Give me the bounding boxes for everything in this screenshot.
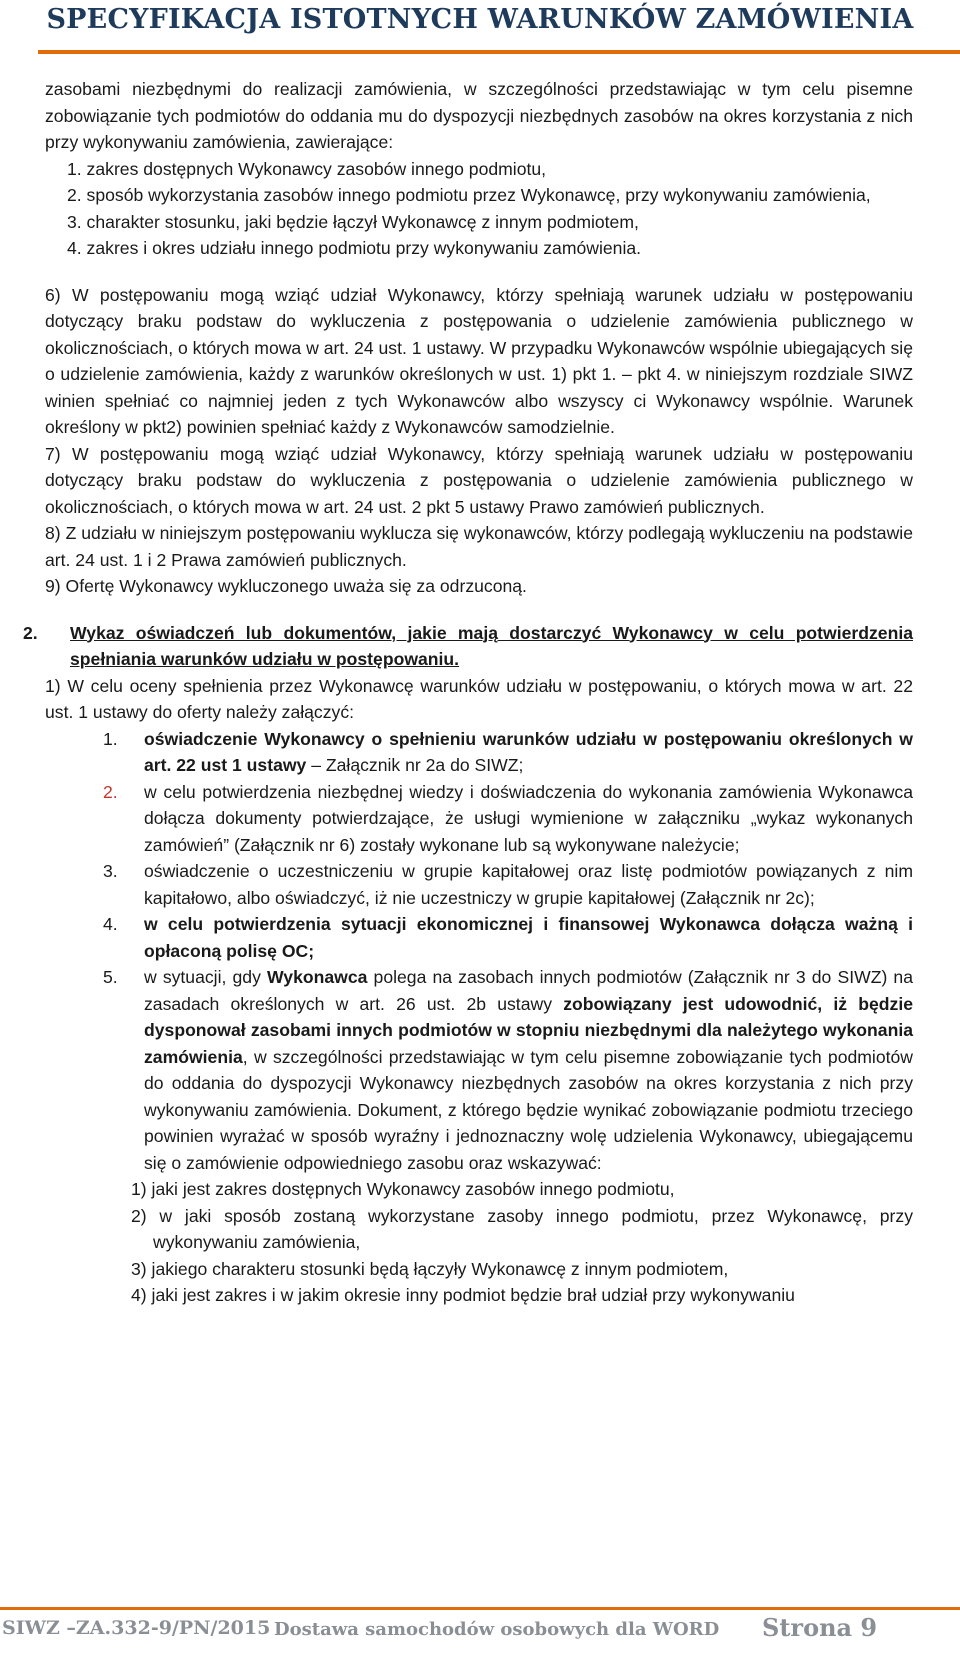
- point-8: 8) Z udziału w niniejszym postępowaniu wyklucza się wykonawców, którzy podlegają wykluczeniu na podstawie art. 24 ust. 1 i 2 Prawa zamówień publicznych.: [45, 523, 913, 570]
- sub-item: 1) jaki jest zakres dostępnych Wykonawcy zasobów innego podmiotu,: [131, 1179, 675, 1199]
- point-9: 9) Ofertę Wykonawcy wykluczonego uważa się za odrzuconą.: [45, 576, 527, 596]
- sub-item: 2) w jaki sposób zostaną wykorzystane zasoby innego podmiotu, przez Wykonawcę, przy wykonywaniu zamówienia,: [131, 1205, 913, 1252]
- document-body: [23, 76, 913, 1309]
- footer-subject: Dostawa samochodów osobowych dla WORD: [274, 1619, 720, 1640]
- intro-item-4: 4. zakres i okres udziału innego podmiotu przy wykonywaniu zamówienia.: [67, 238, 642, 258]
- intro-item-3: 3. charakter stosunku, jaki będzie łączył Wykonawcę z innym podmiotem,: [67, 211, 639, 232]
- list-item: 1. oświadczenie Wykonawcy o spełnieniu warunków udziału w postępowaniu określonych w art. 22 ust 1 ustawy – Załącznik nr 2a do SIWZ;: [103, 728, 913, 775]
- list-item: 4. w celu potwierdzenia sytuacji ekonomicznej i finansowej Wykonawca dołącza ważną i opłaconą polisę OC;: [103, 914, 913, 961]
- section-2: [23, 620, 913, 673]
- sub-list: [131, 1176, 913, 1309]
- sub-item: 4) jaki jest zakres i w jakim okresie inny podmiot będzie brał udział przy wykonywaniu: [131, 1285, 795, 1305]
- header-rule: [38, 50, 960, 54]
- list-item: 2. w celu potwierdzenia niezbędnej wiedzy i doświadczenia do wykonania zamówienia Wykonawca dołącza dokumenty potwierdzające, że usługi wymienione w załączniku „wykaz wykonanych zamówień” (Załącznik nr 6) zostały wykonane lub są wykonywane należycie;: [103, 781, 913, 855]
- footer-rule: [0, 1607, 960, 1610]
- list-item: 3. oświadczenie o uczestniczeniu w grupie kapitałowej oraz listę podmiotów powiązanych z nim kapitałowo, albo oświadczyć, iż nie uczestniczy w grupie kapitałowej (Załącznik nr 2c);: [103, 861, 913, 908]
- intro-paragraph: zasobami niezbędnymi do realizacji zamówienia, w szczególności przedstawiając w tym celu pisemne zobowiązanie tych podmiotów do oddania mu do dyspozycji niezbędnych zasobów na okres korzystania z nich przy wykonywaniu zamówienia, zawierające:: [45, 79, 913, 152]
- page-footer: [0, 1607, 960, 1653]
- requirements-list: [103, 726, 913, 1177]
- page-number: Strona 9: [762, 1613, 878, 1642]
- document-title: SPECYFIKACJA ISTOTNYCH WARUNKÓW ZAMÓWIENIA: [46, 4, 914, 35]
- footer-reference: SIWZ –ZA.332-9/PN/2015: [2, 1617, 271, 1639]
- point-7: 7) W postępowaniu mogą wziąć udział Wykonawcy, którzy spełniają warunek udziału w postępowaniu dotyczący braku podstaw do wykluczenia z postępowania o udzielenie zamówienia publicznego w okolicznościach, o których mowa w art. 24 ust. 2 pkt 5 ustawy Prawo zamówień publicznych.: [45, 443, 913, 517]
- section-lead: 1) W celu oceny spełnienia przez Wykonawcę warunków udziału w postępowaniu, o których mowa w art. 22 ust. 1 ustawy do oferty należy załączyć:: [45, 675, 913, 722]
- point-6: 6) W postępowaniu mogą wziąć udział Wykonawcy, którzy spełniają warunek udziału w postępowaniu dotyczący braku podstaw do wykluczenia z postępowania o udzielenie zamówienia publicznego w okolicznościach, o których mowa w art. 24 ust. 1 ustawy. W przypadku Wykonawców wspólnie ubiegających się o udzielenie zamówienia, każdy z warunków określonych w ust. 1) pkt 1. – pkt 4. w niniejszym rozdziale SIWZ winien spełniać co najmniej jeden z tych Wykonawców albo wszyscy ci Wykonawcy wspólnie. Warunek określony w pkt2) powinien spełniać każdy z Wykonawców samodzielnie.: [45, 284, 913, 437]
- section-number: 2.: [23, 622, 38, 643]
- intro-item-1: 1. zakres dostępnych Wykonawcy zasobów innego podmiotu,: [67, 158, 547, 179]
- list-item: 5. w sytuacji, gdy Wykonawca polega na zasobach innych podmiotów (Załącznik nr 3 do SIWZ) na zasadach określonych w art. 26 ust. 2b ustawy zobowiązany jest udowodnić, iż będzie dysponował zasobami innych podmiotów w stopniu niezbędnymi dla należytego wykonania zamówienia, w szczególności przedstawiając w tym celu pisemne zobowiązanie tych podmiotów do oddania do dyspozycji Wykonawcy niezbędnych zasobów na okres korzystania z nich przy wykonywaniu zamówienia. Dokument, z którego będzie wynikać zobowiązanie podmiotu trzeciego powinien wyrażać w sposób wyraźny i jednoznaczny wolę udzielenia Wykonawcy, ubiegającemu się o zamówienie odpowiedniego zasobu oraz wskazywać:: [103, 967, 913, 1173]
- sub-item: 3) jakiego charakteru stosunki będą łączyły Wykonawcę z innym podmiotem,: [131, 1258, 729, 1279]
- section-title: Wykaz oświadczeń lub dokumentów, jakie mają dostarczyć Wykonawcy w celu potwierdzenia spełniania warunków udziału w postępowaniu.: [70, 622, 913, 669]
- intro-item-2: 2. sposób wykorzystania zasobów innego podmiotu przez Wykonawcę, przy wykonywaniu zamówienia,: [67, 185, 871, 205]
- page-header: [0, 0, 960, 56]
